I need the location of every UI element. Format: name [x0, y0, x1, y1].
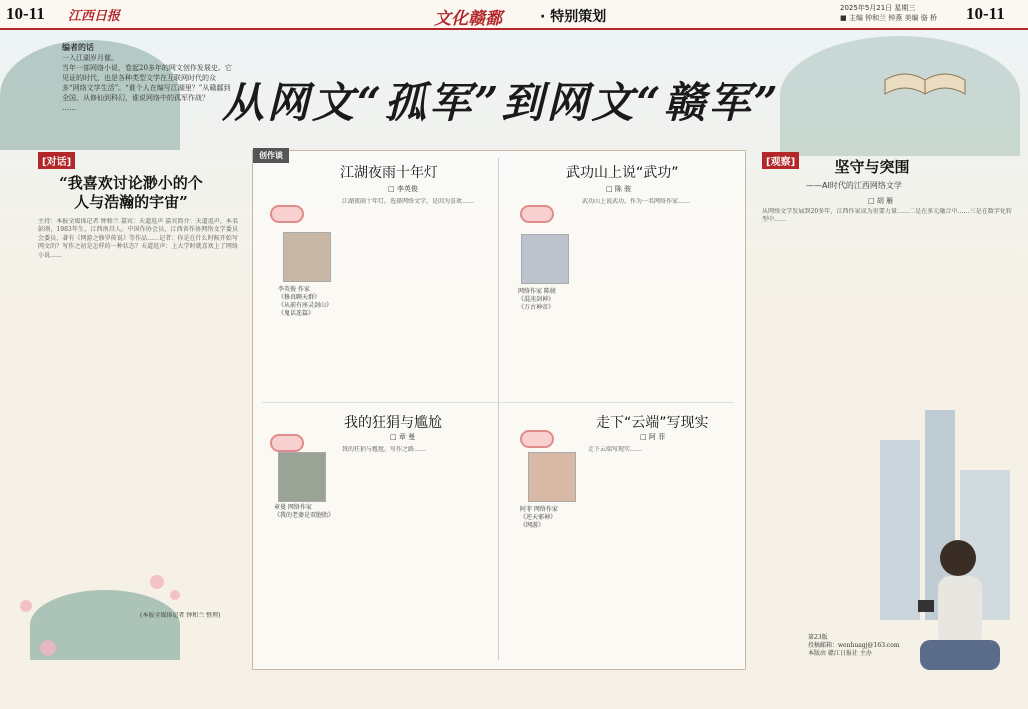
blossom-decoration [150, 575, 164, 589]
open-book-illustration [880, 50, 970, 100]
cloud-icon [520, 205, 554, 223]
editor-note-lead: 一入江湖岁月催。 [62, 54, 118, 62]
article-body [582, 198, 738, 398]
dialogue-tag: [对话] [38, 152, 75, 169]
cloud-icon [270, 434, 304, 452]
blossom-decoration [20, 600, 32, 612]
cloud-icon [270, 205, 304, 223]
reader-illustration [900, 530, 1020, 705]
editor-note [62, 42, 232, 113]
author-photo [521, 234, 569, 284]
article-body [342, 198, 492, 398]
issue-date: 2025年5月21日 星期三 [840, 4, 916, 12]
page-header [0, 0, 1028, 30]
observation-title: 坚守与突围 [834, 158, 910, 176]
page-footer: 第23版 投稿邮箱：wenhuagj@163.com 本版由 赣江日报社 主办 [808, 634, 900, 657]
article-author: □ 章 曼 [390, 433, 416, 441]
author-caption: 阿菲 网络作家 《逆天邪神》 《网游》 [520, 506, 558, 529]
blossom-decoration [170, 590, 180, 600]
article-title: 江湖夜雨十年灯 [340, 165, 438, 181]
article-title: 走下“云端”写现实 [596, 415, 709, 431]
article-text: 江湖夜雨十年灯。选择网络文学，是因为喜欢…… [342, 198, 475, 205]
author-photo [528, 452, 576, 502]
author-caption: 李英俊 作家 《修真聊天群》 《从前有座灵剑山》 《鬼话连篇》 [278, 286, 333, 317]
observation-text: 从网络文学发展到20多年，江西作家成为重要力量……二是在多元融合中……三是在数字化转型中…… [762, 208, 1012, 224]
cloud-icon [520, 430, 554, 448]
dialogue-body [38, 218, 238, 588]
article-title: 我的狂狷与尴尬 [344, 415, 442, 431]
author-photo [283, 232, 331, 282]
section-title: 文化赣鄱 [434, 9, 502, 29]
observation-subtitle: ——AI时代的江西网络文学 [806, 181, 902, 190]
editor-note-title: 编者的话 [62, 42, 94, 52]
editor-note-ending: …… [62, 104, 76, 112]
column-divider [498, 158, 499, 660]
author-caption: 网络作家 陈骏 《混沌剑神》 《万古神帝》 [518, 288, 556, 311]
observation-tag: [观察] [762, 152, 799, 169]
issue-meta [840, 3, 937, 23]
article-body [342, 446, 492, 656]
section-subtitle: · 特别策划 [540, 9, 607, 25]
author-caption: 章曼 网络作家 《我的老婆是双胞胎》 [274, 504, 335, 519]
dialogue-credit: (本报全媒体记者 钟和兰 整理) [140, 612, 221, 619]
main-headline: 从网文“孤军”到网文“赣军” [222, 78, 781, 127]
dialogue-title: “我喜欢讨论渺小的个人与浩瀚的宇宙” [59, 174, 203, 211]
dialogue-text: 主持：本报全媒体记者 钟和兰 嘉宾：天道返声 嘉宾简介：天道返声，本名彭刚，1983年生，江西南昌人。中国作协会员，江西省作协网络文学委员会委员，著有《网游之修罗传说》等作品……记者：你是在什么时候开始写网文的？写作之初是怎样的一种状态？天道返声：上大学时就喜欢上了网络小说…… [38, 218, 238, 259]
row-divider [262, 402, 734, 403]
article-body [588, 446, 738, 656]
article-author: □ 李英俊 [388, 185, 418, 193]
author-photo [278, 452, 326, 502]
article-text: 武功山上说武功。作为一名网络作家…… [582, 198, 691, 205]
newspaper-logo: 江西日报 [68, 9, 121, 24]
blossom-decoration [40, 640, 56, 656]
article-title: 武功山上说“武功” [566, 165, 679, 181]
page-number-left: 10-11 [6, 4, 45, 23]
article-text: 我的狂狷与尴尬。写作之路…… [342, 446, 427, 453]
article-text: 走下云端写现实…… [588, 446, 643, 453]
editor-note-body: 当年一部网络小说，卷起20多年的网文创作发展史。它见证的时代，也是各种类型文学在互联网时代的众多“网络文学生活”。“谁个人在编写江湖里？”从赣鄱到全国，从修仙到科幻，谁说网络中的孤军作战？ [62, 64, 232, 102]
observation-author: □ 胡 雁 [868, 197, 894, 205]
creation-talk-label: 创作谈 [253, 148, 289, 163]
editor-credits: ■ 主编 钟和兰 钟燕 美编 骆 桥 [840, 14, 937, 22]
page-number-right: 10-11 [966, 4, 1005, 23]
article-author: □ 阿 菲 [640, 433, 666, 441]
article-author: □ 陈 骏 [606, 185, 632, 193]
